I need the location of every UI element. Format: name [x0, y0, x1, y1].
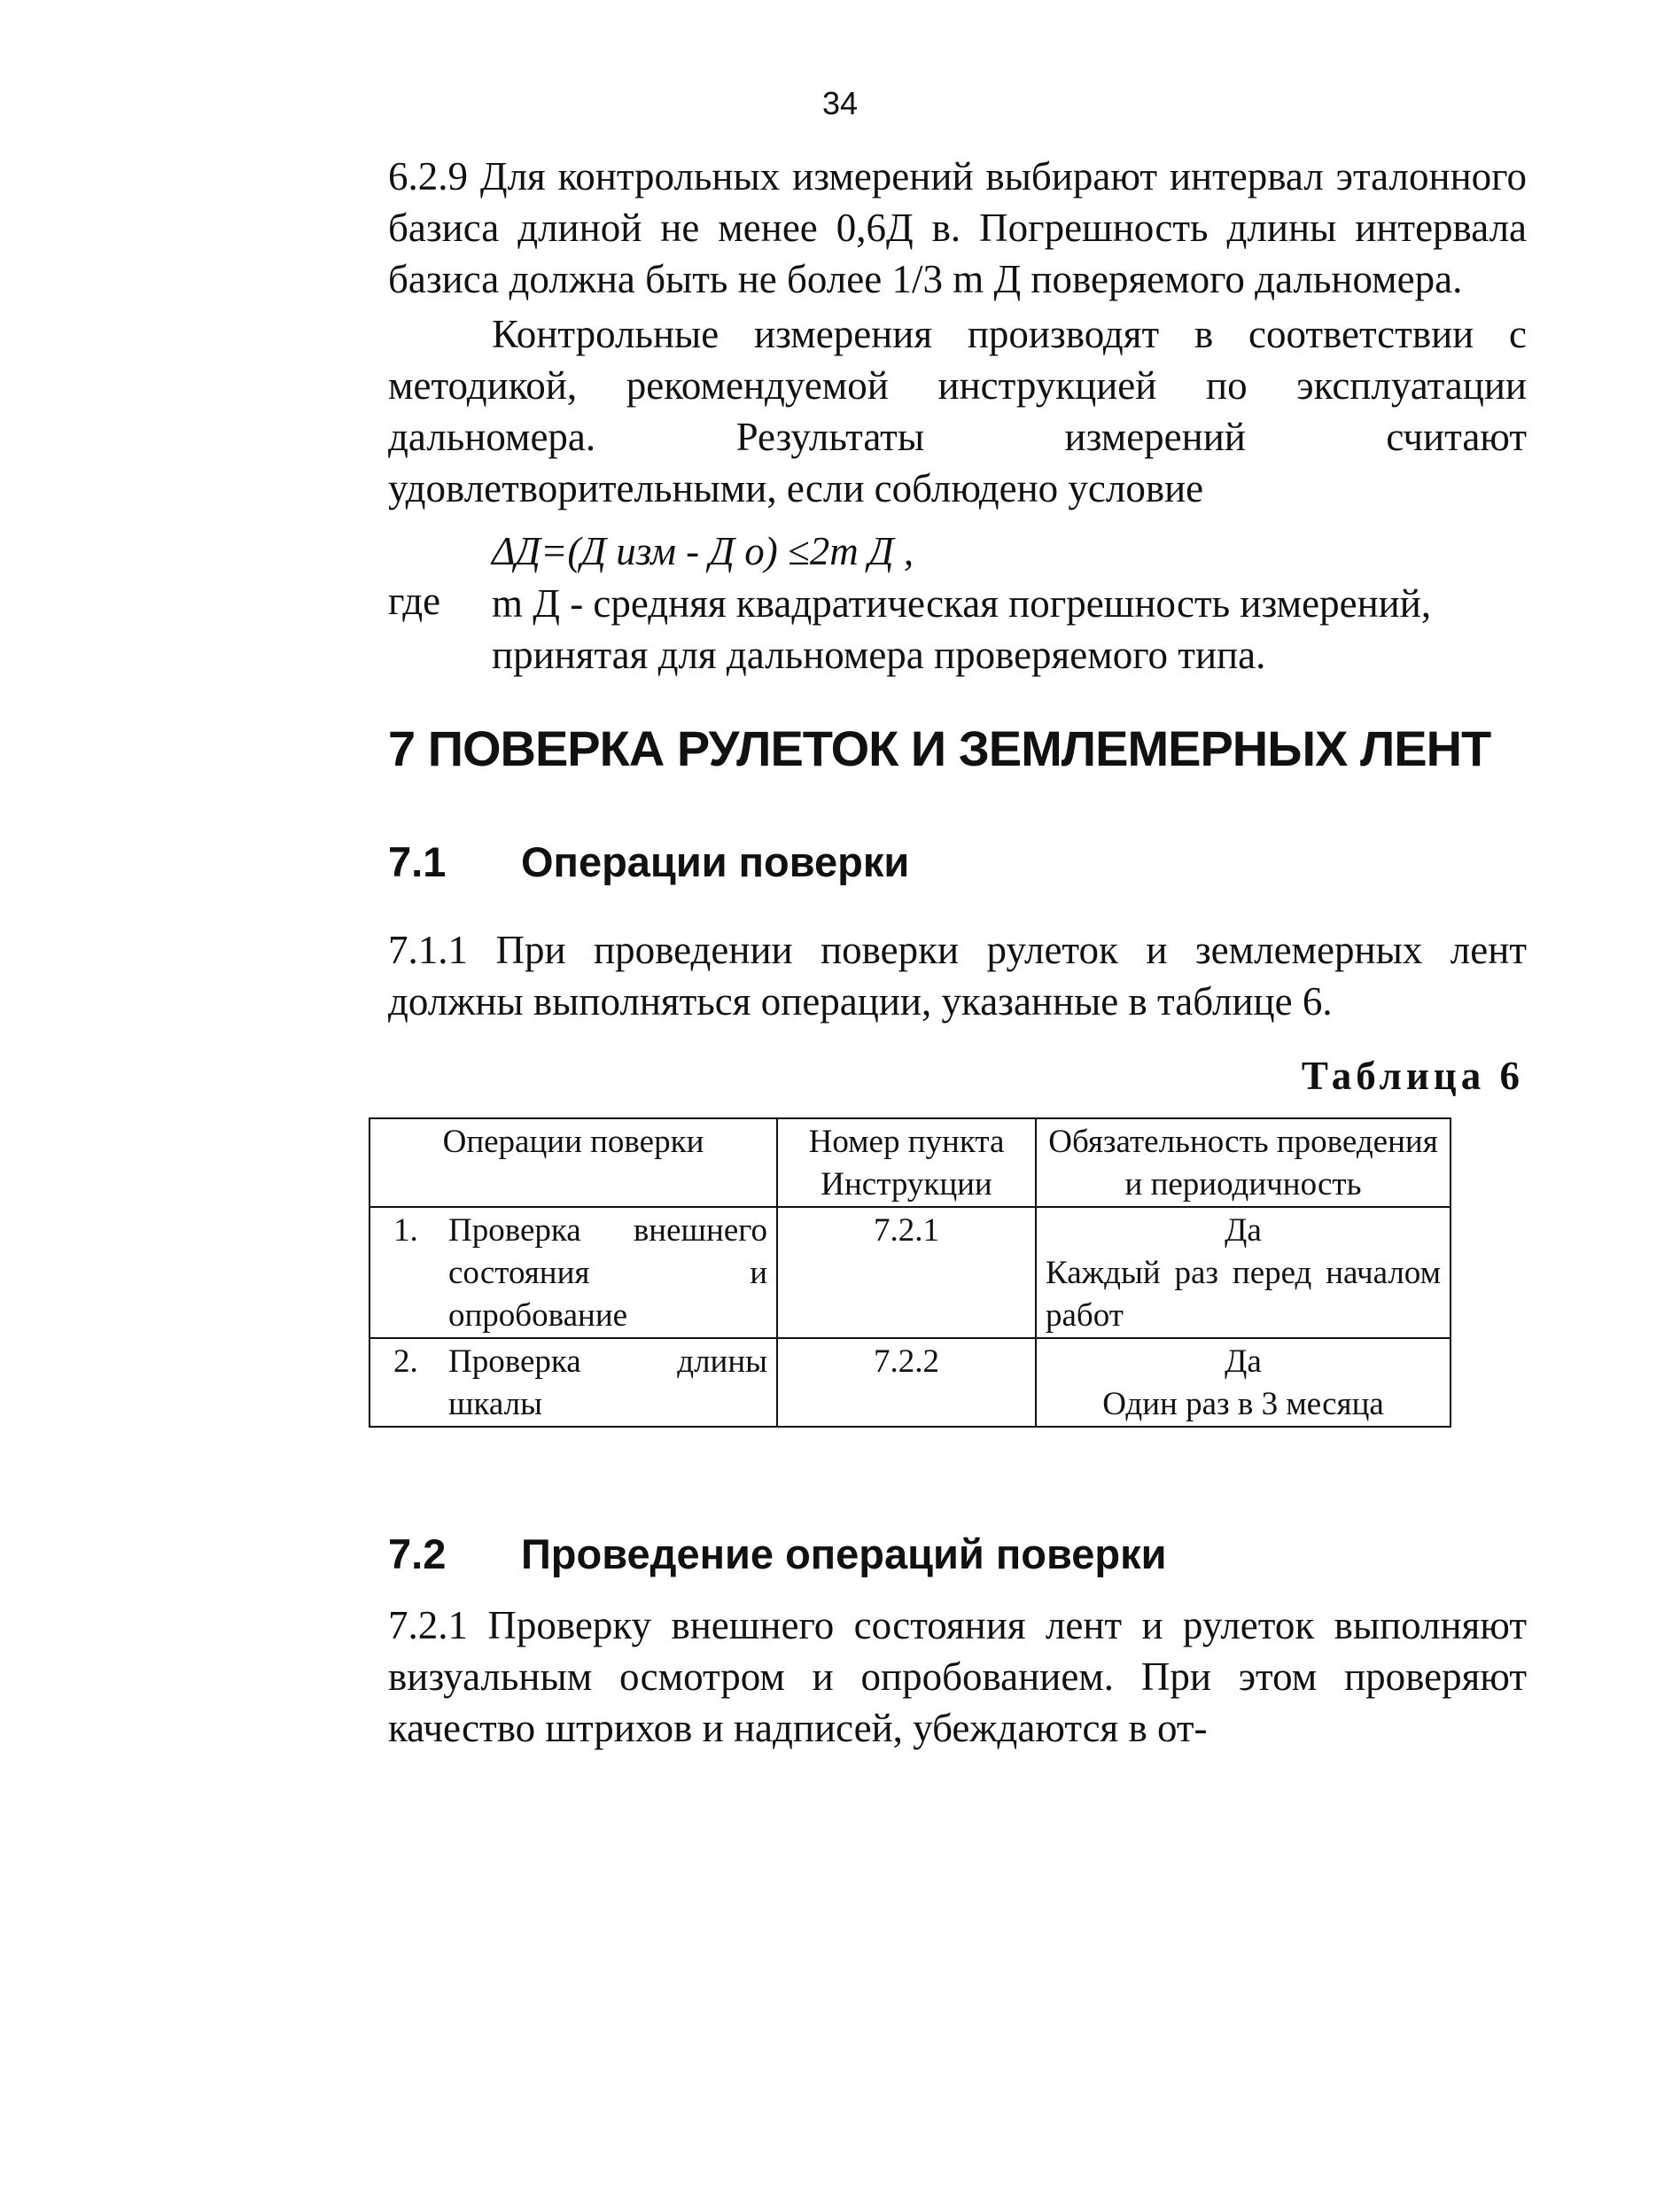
section-7-heading: 7 ПОВЕРКА РУЛЕТОК И ЗЕМЛЕМЕРНЫХ ЛЕНТ	[388, 720, 1491, 776]
control-measurements-paragraph: Контрольные измерения производят в соответствии с методикой, рекомендуемой инструкцией по эксплуатации дальномера. Результаты измерений считают удовлетворительными, если соблюдено условие	[388, 312, 1527, 510]
subsection-7-2-title: Проведение операций поверки	[521, 1530, 1167, 1577]
clause-7-2-1-text	[388, 1600, 1527, 1754]
subsection-7-2-heading	[388, 1530, 1167, 1578]
clause-6-2-9-paragraph: 6.2.9 Для контрольных измерений выбирают интервал эталонного базиса длиной не менее 0,6Д в. Погрешность длины интервала базиса должна быть не более 1/3 m Д поверяемого дальномера.	[388, 154, 1527, 301]
subsection-7-1-title: Операции поверки	[521, 838, 910, 885]
mandatory-value: Да	[1225, 1343, 1262, 1380]
page-number: 34	[821, 85, 859, 121]
table-row	[369, 1338, 1451, 1427]
mandatory-value: Да	[1225, 1212, 1262, 1249]
clause-cell: 7.2.1	[777, 1207, 1036, 1338]
subsection-7-1-number: 7.1	[388, 838, 447, 885]
header-mandatory-periodicity: Обязательность проведения и периодичность	[1036, 1118, 1451, 1207]
subsection-7-1-heading	[388, 837, 909, 886]
periodicity-value: Каждый раз перед началом работ	[1046, 1255, 1441, 1334]
mandatory-cell	[1036, 1207, 1451, 1338]
operation-cell	[369, 1338, 777, 1427]
table-row	[369, 1207, 1451, 1338]
mandatory-cell	[1036, 1338, 1451, 1427]
header-operations: Операции поверки	[369, 1118, 777, 1207]
table-6-caption: Таблица 6	[1301, 1054, 1524, 1098]
subsection-7-2-number: 7.2	[388, 1530, 447, 1577]
clause-7-2-1-paragraph: 7.2.1 Проверку внешнего состояния лент и рулеток выполняют визуальным осмотром и опробованием. При этом проверяют качество штрихов и надписей, убеждаются в от-	[388, 1603, 1527, 1750]
operation-name: Проверка внешнего состояния и опробование	[448, 1212, 767, 1334]
row-number: 2.	[393, 1343, 418, 1380]
periodicity-value: Один раз в 3 месяца	[1102, 1386, 1384, 1422]
where-definition: m Д - средняя квадратическая погрешность измерений, принятая для дальномера проверяемого типа.	[492, 581, 1432, 677]
header-clause-number: Номер пункта Инструкции	[777, 1118, 1036, 1207]
clause-cell: 7.2.2	[777, 1338, 1036, 1427]
clause-7-1-1-paragraph: 7.1.1 При проведении поверки рулеток и землемерных лент должны выполняться операции, указанные в таблице 6.	[388, 928, 1527, 1024]
row-number: 1.	[393, 1212, 418, 1249]
operation-name: Проверка длины шкалы	[448, 1343, 767, 1422]
clause-6-2-9-text	[388, 151, 1527, 514]
clause-7-1-1-text	[388, 924, 1527, 1027]
table-6	[369, 1117, 1451, 1428]
table-header-row	[369, 1118, 1451, 1207]
where-label: где	[388, 579, 441, 623]
operation-cell	[369, 1207, 777, 1338]
tolerance-formula: ΔД=(Д изм - Д о) ≤2m Д ,	[492, 529, 914, 573]
